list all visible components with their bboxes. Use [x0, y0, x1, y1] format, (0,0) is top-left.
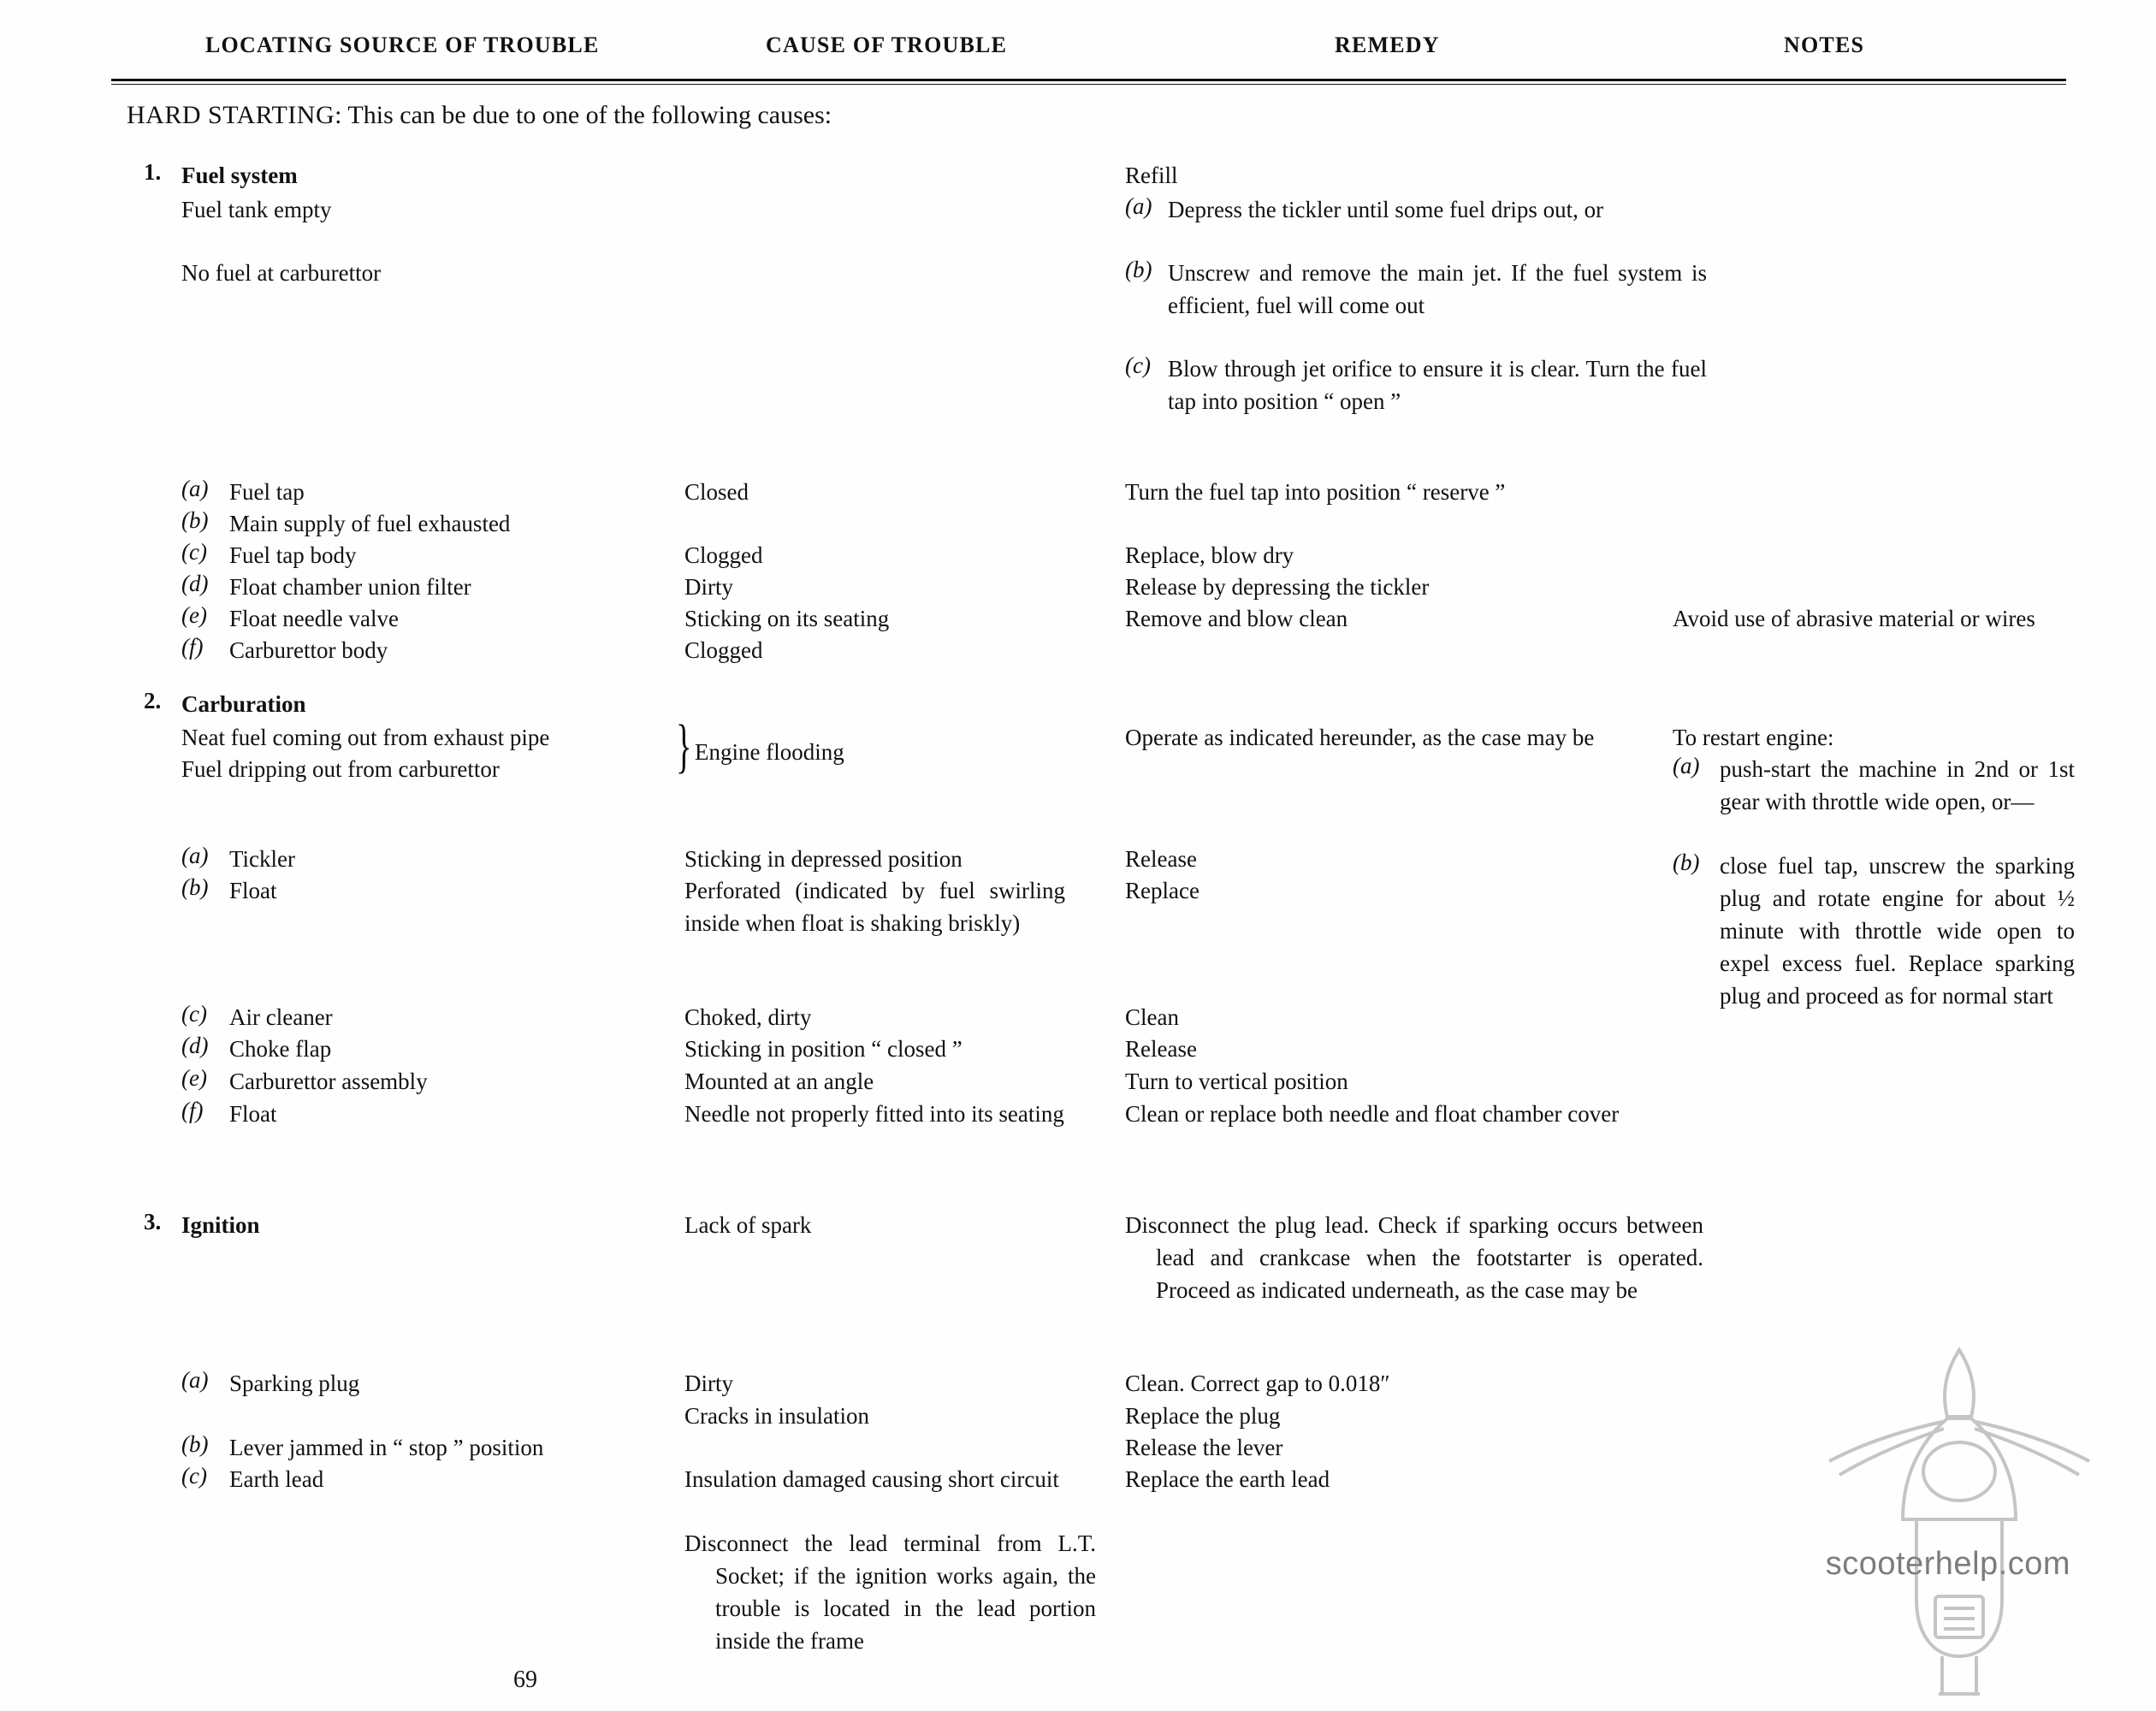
s2-row-a-locating: Tickler [229, 846, 296, 872]
section-1-remedy-c-label: (c) [1125, 352, 1151, 378]
s3-row-b-locating: Lever jammed in “ stop ” position [229, 1435, 544, 1460]
s3-row-c-cause: Insulation damaged causing short circuit [684, 1466, 1059, 1492]
s2-row-b-cause: Perforated (indicated by fuel swirling inside when float is shaking briskly) [684, 878, 1065, 936]
s1-row-a-remedy: Turn the fuel tap into position “ reserve ” [1125, 479, 1506, 505]
s3-row-c-remedy: Replace the earth lead [1125, 1466, 1330, 1492]
s2-row-d-locating: Choke flap [229, 1036, 332, 1062]
s1-row-d-cause: Dirty [684, 574, 733, 600]
s3-row-a2-cause: Cracks in insulation [684, 1403, 869, 1429]
s1-row-e-cause: Sticking on its seating [684, 606, 890, 631]
section-2-notes-intro: To restart engine: [1673, 725, 1834, 750]
s2-row-f-locating: Float [229, 1101, 277, 1127]
s2-row-c-label: (c) [181, 1001, 207, 1027]
section-1-locating-1: No fuel at carburettor [181, 260, 382, 286]
s1-row-c-remedy: Replace, blow dry [1125, 542, 1294, 568]
s2-row-a-cause: Sticking in depressed position [684, 846, 962, 872]
s2-row-b-remedy: Replace [1125, 878, 1199, 903]
s1-row-c-cause: Clogged [684, 542, 763, 568]
header-rule-thick [111, 79, 2066, 81]
s1-row-e-notes: Avoid use of abrasive material or wires [1673, 606, 2035, 631]
s2-row-f-remedy: Clean or replace both needle and float chamber cover [1125, 1101, 1620, 1127]
header-cause: CAUSE OF TROUBLE [766, 33, 1008, 57]
s3-row-c-label: (c) [181, 1463, 207, 1489]
s3-row-a-label: (a) [181, 1367, 209, 1393]
s1-row-f-cause: Clogged [684, 637, 763, 663]
s3-row-b-label: (b) [181, 1431, 209, 1457]
page-number: 69 [513, 1667, 537, 1693]
section-1-locating-0: Fuel tank empty [181, 197, 332, 222]
section-2-locating-1: Fuel dripping out from carburettor [181, 756, 500, 782]
s1-row-f-label: (f) [181, 634, 204, 660]
section-1-remedy-c-text: Blow through jet orifice to ensure it is clear. Turn the fuel tap into position “ open ” [1168, 356, 1707, 414]
s2-row-a-label: (a) [181, 843, 209, 868]
section-2-locating-0: Neat fuel coming out from exhaust pipe [181, 725, 550, 750]
section-1-remedy-a-text: Depress the tickler until some fuel drips out, or [1168, 197, 1604, 222]
s2-row-c-remedy: Clean [1125, 1004, 1179, 1030]
s3-row-c-locating: Earth lead [229, 1466, 324, 1492]
section-2-number: 2. [144, 688, 162, 713]
section-1-number: 1. [144, 159, 162, 185]
s1-row-e-remedy: Remove and blow clean [1125, 606, 1348, 631]
watermark-text: scooterhelp.com [1825, 1546, 2070, 1582]
s1-row-b-label: (b) [181, 507, 209, 533]
section-2-remedy-intro: Operate as indicated hereunder, as the case may be [1125, 725, 1595, 750]
s1-row-d-remedy: Release by depressing the tickler [1125, 574, 1430, 600]
header-locating-source: LOCATING SOURCE OF TROUBLE [205, 33, 600, 57]
s2-row-b-label: (b) [181, 874, 209, 900]
section-3-remedy-main: Disconnect the plug lead. Check if sparking occurs between lead and crankcase when the footstarter is operated. Proceed as indicated underneath, as the case may be [1125, 1212, 1703, 1303]
s3-row-d-cause: Disconnect the lead terminal from L.T. Socket; if the ignition works again, the trouble is located in the lead portion inside the frame [684, 1530, 1096, 1654]
s1-row-d-locating: Float chamber union filter [229, 574, 471, 600]
brace-bracket: } [676, 713, 692, 779]
section-3-cause-main: Lack of spark [684, 1212, 812, 1238]
s1-row-b-locating: Main supply of fuel exhausted [229, 511, 511, 536]
intro-line [127, 101, 832, 130]
s2-row-e-label: (e) [181, 1065, 207, 1091]
s2-row-b-locating: Float [229, 878, 277, 903]
header-rule-thin [111, 84, 2066, 85]
s2-row-d-remedy: Release [1125, 1036, 1197, 1062]
s1-row-f-locating: Carburettor body [229, 637, 388, 663]
s2-row-c-locating: Air cleaner [229, 1004, 333, 1030]
s1-row-a-locating: Fuel tap [229, 479, 305, 505]
section-2-notes-a-text: push-start the machine in 2nd or 1st gear with throttle wide open, or— [1720, 756, 2075, 814]
s3-row-a2-remedy: Replace the plug [1125, 1403, 1281, 1429]
section-1-title: Fuel system [181, 163, 298, 188]
s1-row-a-cause: Closed [684, 479, 749, 505]
s1-row-e-label: (e) [181, 602, 207, 628]
s1-row-e-locating: Float needle valve [229, 606, 399, 631]
s1-row-c-label: (c) [181, 539, 207, 565]
s1-row-c-locating: Fuel tap body [229, 542, 357, 568]
s3-row-b-remedy: Release the lever [1125, 1435, 1283, 1460]
intro-text: : This can be due to one of the following causes: [335, 101, 832, 129]
section-3-number: 3. [144, 1209, 162, 1234]
s3-row-a-locating: Sparking plug [229, 1371, 360, 1396]
s1-row-d-label: (d) [181, 571, 209, 596]
column-headers [111, 33, 2062, 70]
section-1-remedy-b-text: Unscrew and remove the main jet. If the fuel system is efficient, fuel will come out [1168, 260, 1707, 318]
section-1-remedy-b-label: (b) [1125, 257, 1152, 282]
s2-row-f-label: (f) [181, 1098, 204, 1123]
section-2-notes-b-text: close fuel tap, unscrew the sparking plug and rotate engine for about ½ minute with throttle wide open to expel excess fuel. Replace sparking plug and proceed as for normal start [1720, 853, 2075, 1009]
s2-row-e-locating: Carburettor assembly [229, 1069, 428, 1094]
section-1-remedy-intro: Refill [1125, 163, 1178, 188]
section-1-remedy-a-label: (a) [1125, 193, 1152, 219]
s2-row-d-label: (d) [181, 1033, 209, 1058]
section-2-notes-a-label: (a) [1673, 753, 1700, 779]
section-2-brace-cause: Engine flooding [695, 739, 844, 765]
section-3-title: Ignition [181, 1212, 260, 1238]
scooter-headlamp-watermark-icon [1814, 1343, 2105, 1702]
intro-title: HARD STARTING [127, 101, 335, 129]
section-2-notes-b-label: (b) [1673, 850, 1700, 875]
header-notes: NOTES [1784, 33, 1865, 57]
s2-row-e-remedy: Turn to vertical position [1125, 1069, 1348, 1094]
s1-row-a-label: (a) [181, 476, 209, 501]
header-remedy: REMEDY [1335, 33, 1440, 57]
s2-row-d-cause: Sticking in position “ closed ” [684, 1036, 962, 1062]
s2-row-e-cause: Mounted at an angle [684, 1069, 874, 1094]
s2-row-a-remedy: Release [1125, 846, 1197, 872]
s3-row-a-cause: Dirty [684, 1371, 733, 1396]
s2-row-c-cause: Choked, dirty [684, 1004, 812, 1030]
s2-row-f-cause: Needle not properly fitted into its seating [684, 1101, 1064, 1127]
s3-row-a-remedy: Clean. Correct gap to 0.018″ [1125, 1371, 1390, 1396]
section-2-title: Carburation [181, 691, 306, 717]
